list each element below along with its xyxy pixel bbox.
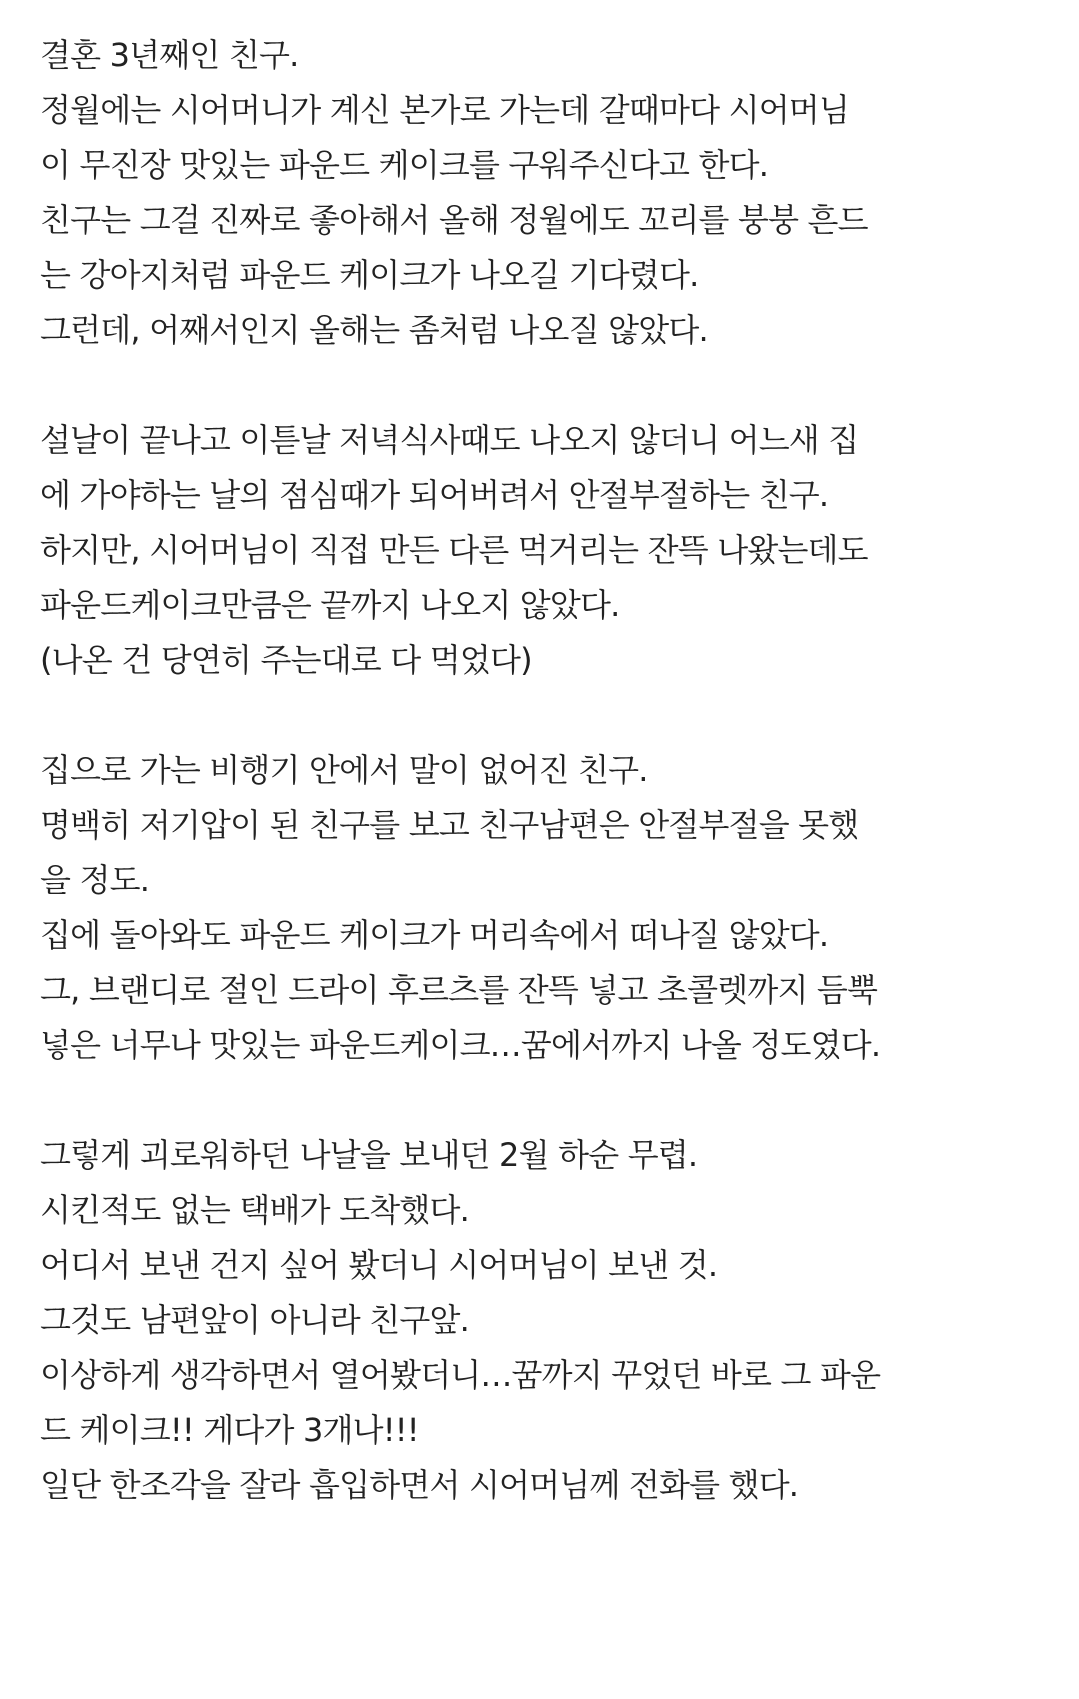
text-line: 일단 한조각을 잘라 흡입하면서 시어머님께 전화를 했다. bbox=[40, 1466, 799, 1504]
text-line: 집에 돌아와도 파운드 케이크가 머리속에서 떠나질 않았다. bbox=[40, 916, 829, 954]
text-line: 그런데, 어째서인지 올해는 좀처럼 나오질 않았다. bbox=[40, 311, 708, 349]
text-line: 에 가야하는 날의 점심때가 되어버려서 안절부절하는 친구. bbox=[40, 476, 829, 514]
text-line: 시킨적도 없는 택배가 도착했다. bbox=[40, 1191, 469, 1229]
paragraph bbox=[40, 1128, 1070, 1513]
text-line: (나온 건 당연히 주는대로 다 먹었다) bbox=[40, 641, 532, 679]
text-line: 결혼 3년째인 친구. bbox=[40, 36, 299, 74]
text-line: 그, 브랜디로 절인 드라이 후르츠를 잔뜩 넣고 초콜렛까지 듬뿍 bbox=[40, 971, 878, 1009]
text-line: 설날이 끝나고 이튿날 저녁식사때도 나오지 않더니 어느새 집 bbox=[40, 421, 859, 459]
paragraph-spacer bbox=[40, 1073, 1070, 1128]
text-line: 는 강아지처럼 파운드 케이크가 나오길 기다렸다. bbox=[40, 256, 699, 294]
paragraph bbox=[40, 413, 1070, 688]
paragraph-spacer bbox=[40, 358, 1070, 413]
text-line: 어디서 보낸 건지 싶어 봤더니 시어머님이 보낸 것. bbox=[40, 1246, 718, 1284]
text-line: 을 정도. bbox=[40, 861, 150, 899]
paragraph bbox=[40, 743, 1070, 1073]
text-line: 그것도 남편앞이 아니라 친구앞. bbox=[40, 1301, 469, 1339]
text-line: 이상하게 생각하면서 열어봤더니…꿈까지 꾸었던 바로 그 파운 bbox=[40, 1356, 881, 1394]
text-line: 집으로 가는 비행기 안에서 말이 없어진 친구. bbox=[40, 751, 648, 789]
text-line: 그렇게 괴로워하던 나날을 보내던 2월 하순 무렵. bbox=[40, 1136, 698, 1174]
text-line: 정월에는 시어머니가 계신 본가로 가는데 갈때마다 시어머님 bbox=[40, 91, 850, 129]
text-line: 이 무진장 맛있는 파운드 케이크를 구워주신다고 한다. bbox=[40, 146, 769, 184]
text-line: 넣은 너무나 맛있는 파운드케이크…꿈에서까지 나올 정도였다. bbox=[40, 1026, 881, 1064]
text-line: 하지만, 시어머님이 직접 만든 다른 먹거리는 잔뜩 나왔는데도 bbox=[40, 531, 868, 569]
article-body bbox=[40, 28, 1070, 1513]
paragraph bbox=[40, 28, 1070, 358]
text-line: 파운드케이크만큼은 끝까지 나오지 않았다. bbox=[40, 586, 620, 624]
text-line: 명백히 저기압이 된 친구를 보고 친구남편은 안절부절을 못했 bbox=[40, 806, 859, 844]
text-line: 친구는 그걸 진짜로 좋아해서 올해 정월에도 꼬리를 붕붕 흔드 bbox=[40, 201, 868, 239]
text-line: 드 케이크!! 게다가 3개나!!! bbox=[40, 1411, 419, 1449]
paragraph-spacer bbox=[40, 688, 1070, 743]
